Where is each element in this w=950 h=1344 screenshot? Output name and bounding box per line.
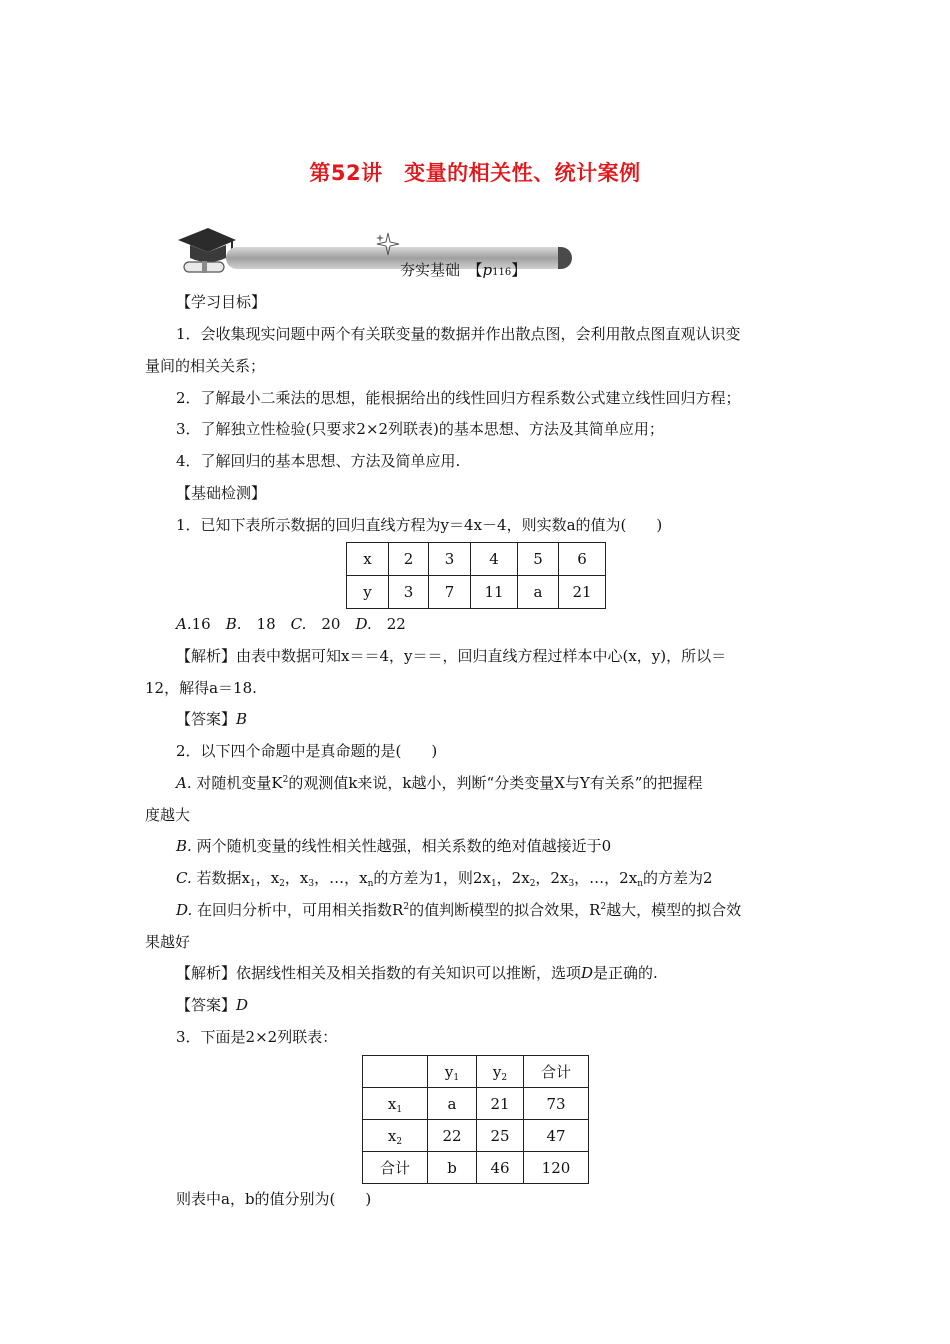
page-ref-open: 【: [475, 261, 483, 279]
superscript: 2: [600, 902, 607, 912]
section-banner: [174, 222, 594, 280]
q3-question: 则表中a，b的值分别为( ): [176, 1190, 372, 1208]
table-cell: 25: [477, 1120, 524, 1152]
table-cell: [363, 1088, 428, 1120]
q1-options: [176, 614, 406, 634]
subscript: 1: [453, 1072, 460, 1083]
answer-label: 【答案】: [176, 710, 237, 728]
page-title: 第52讲 变量的相关性、统计案例: [309, 161, 641, 185]
option-text: 越大，模型的拟合效: [606, 901, 742, 919]
option-label: B.: [176, 837, 192, 855]
analysis-option: D: [581, 964, 594, 982]
option-b-label: B.: [225, 615, 242, 633]
q1-stem: 1．已知下表所示数据的回归直线方程为y＝4x－4，则实数a的值为( ): [176, 516, 663, 534]
option-b-value: 18: [256, 615, 276, 633]
subscript: 1: [249, 879, 256, 889]
option-d-value: 22: [386, 615, 406, 633]
table-cell: 22: [428, 1120, 477, 1152]
subscript: 2: [279, 879, 285, 889]
option-text: 对随机变量K: [196, 774, 283, 792]
option-text: 的方差为1，则2x: [373, 869, 491, 887]
banner-bar-end: [558, 247, 572, 269]
superscript: 2: [403, 902, 410, 912]
q2-option-d-cont: 果越好: [145, 933, 191, 951]
table-cell: 73: [524, 1088, 589, 1120]
subscript: 1: [490, 879, 497, 889]
table-row: [363, 1120, 589, 1152]
option-d-label: D.: [355, 615, 372, 633]
option-text: 的观测值k来说，k越小，判断“分类变量X与Y有关系”的把握程: [288, 774, 703, 792]
option-text: ，…，2x: [574, 869, 638, 887]
option-text: ，x: [284, 869, 309, 887]
goal-item-2: 2．了解最小二乘法的思想，能根据给出的线性回归方程系数公式建立线性回归方程；: [176, 389, 741, 407]
option-a-value: 16: [191, 615, 211, 633]
q1-answer: [176, 709, 247, 729]
q1-data-table: [346, 542, 606, 609]
q1-analysis-cont: 12，解得a＝18.: [145, 679, 257, 697]
option-label: C.: [176, 869, 192, 887]
subscript: 1: [396, 1104, 403, 1115]
table-row: [363, 1056, 589, 1088]
q2-option-b: [176, 836, 611, 856]
table-cell: 3: [389, 576, 429, 609]
table-cell: 46: [477, 1152, 524, 1184]
table-cell: a: [518, 576, 559, 609]
table-row: [363, 1088, 589, 1120]
subscript: n: [367, 879, 374, 889]
table-cell: 47: [524, 1120, 589, 1152]
basic-check-heading: 【基础检测】: [176, 484, 267, 502]
option-text: 的方差为2: [642, 869, 713, 887]
banner-title: 夯实基础: [400, 261, 461, 279]
option-text: ，2x: [496, 869, 530, 887]
table-cell: [363, 1056, 428, 1088]
option-text: 在回归分析中，可用相关指数R: [197, 901, 404, 919]
table-row: [363, 1152, 589, 1184]
table-cell: 11: [471, 576, 518, 609]
option-label: A.: [176, 774, 192, 792]
answer-value: D: [236, 996, 249, 1014]
learning-goals-heading: 【学习目标】: [176, 293, 267, 311]
answer-label: 【答案】: [176, 996, 237, 1014]
subscript: 3: [308, 879, 315, 889]
page-ref-close: 】: [511, 261, 527, 279]
option-text: 若数据x: [196, 869, 250, 887]
table-cell: 6: [559, 543, 606, 576]
q1-analysis: 【解析】由表中数据可知x＝＝4，y＝＝，回归直线方程过样本中心(x，y)，所以＝: [176, 647, 727, 665]
page-ref-number: 116: [492, 267, 512, 278]
table-cell: 7: [429, 576, 471, 609]
page-ref-p: p: [482, 261, 493, 279]
table-cell: 5: [518, 543, 559, 576]
analysis-text: 【解析】依据线性相关及相关指数的有关知识可以推断，选项: [176, 964, 582, 982]
sparkle-icon: [374, 232, 402, 258]
table-cell: b: [428, 1152, 477, 1184]
subscript: 2: [529, 879, 536, 889]
answer-value: B: [236, 710, 248, 728]
table-cell: 3: [429, 543, 471, 576]
cell-text: y: [444, 1062, 454, 1081]
table-cell: a: [428, 1088, 477, 1120]
goal-item-1-cont: 量间的相关关系；: [145, 357, 266, 375]
option-text: ，x: [255, 869, 280, 887]
q2-option-d: [176, 900, 741, 920]
q2-answer: [176, 995, 248, 1015]
table-row: [347, 576, 606, 609]
analysis-text: 是正确的.: [593, 964, 658, 982]
table-cell: 21: [559, 576, 606, 609]
subscript: 2: [501, 1072, 508, 1083]
table-cell: [477, 1056, 524, 1088]
table-cell: x: [347, 543, 389, 576]
cell-text: x: [387, 1094, 397, 1113]
subscript: 2: [396, 1136, 403, 1147]
table-cell: 合计: [363, 1152, 428, 1184]
table-cell: 21: [477, 1088, 524, 1120]
option-c-value: 20: [321, 615, 341, 633]
q2-stem: 2．以下四个命题中是真命题的是( ): [176, 742, 438, 760]
superscript: 2: [282, 775, 289, 785]
q3-stem: 3．下面是2×2列联表：: [176, 1028, 338, 1046]
option-text: ，…，x: [314, 869, 368, 887]
table-cell: [363, 1120, 428, 1152]
goal-item-1: 1．会收集现实问题中两个有关联变量的数据并作出散点图，会利用散点图直观认识变: [176, 325, 741, 343]
subscript: 3: [568, 879, 575, 889]
table-cell: 120: [524, 1152, 589, 1184]
table-row: [347, 543, 606, 576]
cell-text: y: [492, 1062, 502, 1081]
option-text: 的值判断模型的拟合效果，R: [409, 901, 601, 919]
q2-option-a: [176, 773, 702, 793]
option-a-label: A.: [176, 615, 192, 633]
option-text: 两个随机变量的线性相关性越强，相关系数的绝对值越接近于0: [196, 837, 612, 855]
contingency-table: [362, 1055, 589, 1184]
subscript: n: [637, 879, 643, 889]
option-label: D.: [176, 901, 193, 919]
q2-analysis: [176, 963, 658, 983]
q2-option-c: [176, 868, 713, 888]
option-text: ，2x: [535, 869, 569, 887]
goal-item-3: 3．了解独立性检验(只要求2×2列联表)的基本思想、方法及其简单应用；: [176, 420, 664, 438]
goal-item-4: 4．了解回归的基本思想、方法及简单应用.: [176, 452, 461, 470]
q2-option-a-cont: 度越大: [145, 806, 191, 824]
table-cell: 合计: [524, 1056, 589, 1088]
table-cell: 2: [389, 543, 429, 576]
table-cell: y: [347, 576, 389, 609]
table-cell: [428, 1056, 477, 1088]
option-c-label: C.: [290, 615, 307, 633]
banner-label: [400, 259, 526, 280]
cell-text: x: [387, 1126, 397, 1145]
table-cell: 4: [471, 543, 518, 576]
